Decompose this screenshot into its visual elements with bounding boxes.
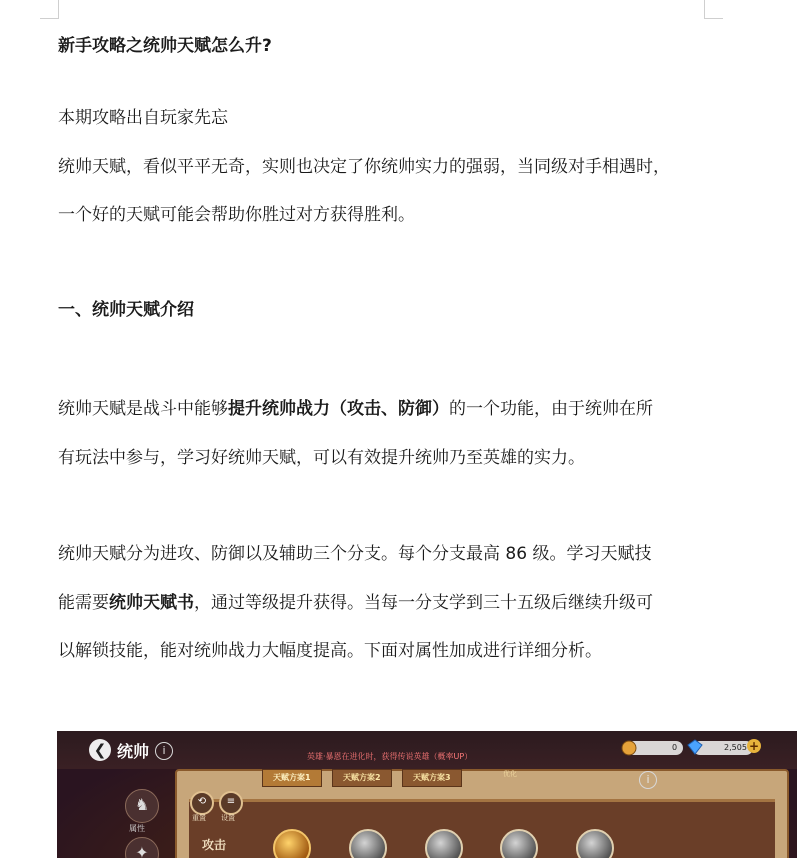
paragraph-2-line-1: 统帅天赋分为进攻、防御以及辅助三个分支。每个分支最高 86 级。学习天赋技 — [58, 544, 652, 564]
text-run: 的一个功能，由于统帅在所 — [449, 399, 653, 419]
add-resource-icon[interactable]: + — [748, 739, 760, 753]
notice-text: 英雄·暴恩在进化时，获得传说英雄（概率UP） — [307, 752, 473, 761]
tab-talent-plan-2[interactable]: 天赋方案2 — [332, 769, 392, 787]
settings-button[interactable]: ≡ — [219, 791, 243, 815]
page-corner-mark-left — [40, 0, 59, 19]
intro-line-2: 一个好的天赋可能会帮助你胜过对方获得胜利。 — [58, 205, 415, 225]
settings-label: 设置 — [221, 814, 235, 822]
panel-info-icon[interactable]: i — [639, 771, 657, 789]
paragraph-2-line-2 — [58, 591, 653, 615]
paragraph-2-line-3: 以解锁技能，能对统帅战力大幅度提高。下面对属性加成进行详细分析。 — [58, 641, 602, 661]
branch-label: 攻击 — [202, 838, 227, 852]
back-arrow-icon[interactable]: ❮ — [89, 739, 111, 761]
second-side-icon[interactable]: ✦ — [125, 837, 159, 858]
coin-icon — [621, 740, 637, 756]
page-corner-mark-right — [704, 0, 723, 19]
text-run: 统帅天赋是战斗中能够 — [58, 399, 228, 419]
reset-button[interactable]: ⟲ — [190, 791, 214, 815]
game-screenshot — [57, 731, 797, 858]
tab-talent-plan-1[interactable]: 天赋方案1 — [262, 769, 322, 787]
section-heading: 一、统帅天赋介绍 — [58, 300, 194, 320]
resource-value-1: 0 — [672, 743, 678, 752]
tab-talent-plan-3[interactable]: 天赋方案3 — [402, 769, 462, 787]
bold-text-run: 提升统帅战力（攻击、防御） — [228, 399, 449, 419]
paragraph-1-line-1 — [58, 397, 653, 421]
reset-label: 重置 — [192, 814, 206, 822]
diamond-icon — [687, 739, 703, 755]
text-run: 能需要 — [58, 593, 109, 613]
bold-text-run: 统帅天赋书 — [109, 593, 194, 613]
info-icon[interactable]: i — [155, 742, 173, 760]
author-line: 本期攻略出自玩家先忘 — [58, 108, 228, 128]
article-title: 新手攻略之统帅天赋怎么升? — [58, 36, 272, 56]
text-run: ，通过等级提升获得。当每一分支学到三十五级后继续升级可 — [194, 593, 653, 613]
side-label: 属性 — [129, 824, 145, 833]
paragraph-1-line-2: 有玩法中参与，学习好统帅天赋，可以有效提升统帅乃至英雄的实力。 — [58, 448, 585, 468]
resource-value-2: 2,505 — [724, 743, 747, 752]
game-title: 统帅 — [117, 742, 150, 761]
tab-badge: 优化 — [503, 770, 517, 778]
attribute-icon[interactable]: ♞ — [125, 789, 159, 823]
intro-line-1: 统帅天赋，看似平平无奇，实则也决定了你统帅实力的强弱，当同级对手相遇时， — [58, 157, 670, 177]
